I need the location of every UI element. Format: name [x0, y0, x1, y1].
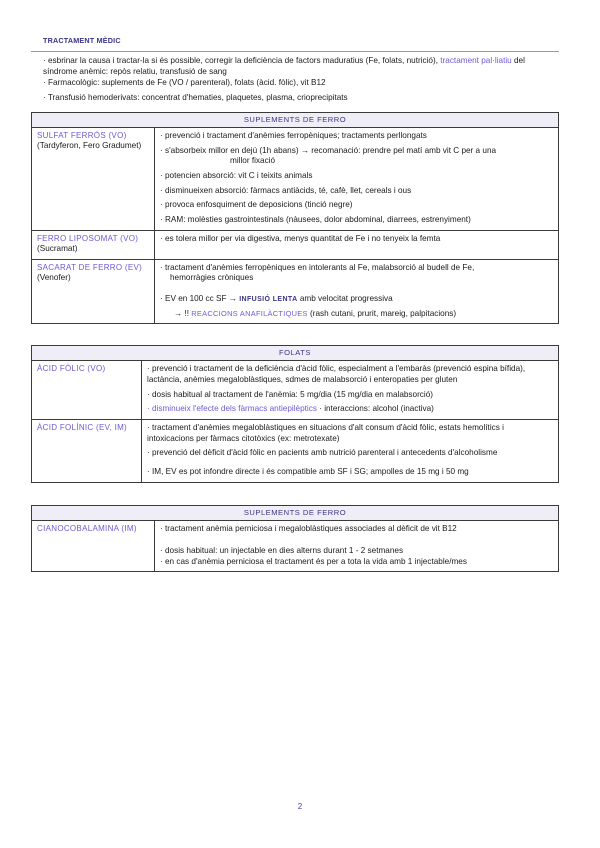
- infusion-note: · EV en 100 cc SF → INFUSIÓ LENTA amb velocitat progressiva: [160, 293, 393, 303]
- detail-item: hemorràgies cròniques: [170, 273, 254, 283]
- drug-details: [142, 419, 559, 482]
- detail-item: · dosis habitual: un injectable en dies alterns durant 1 - 2 setmanes: [160, 546, 404, 556]
- drug-name: SACARAT DE FERRO (EV): [37, 262, 143, 272]
- page-number: 2: [297, 802, 303, 811]
- detail-item: · es tolera millor per via digestiva, menys quantitat de Fe i no tenyeix la femta: [160, 233, 441, 243]
- drug-cell: [32, 230, 155, 259]
- drug-details: [155, 127, 559, 230]
- drug-details: [155, 520, 559, 572]
- table-header: SUPLEMENTS DE FERRO: [32, 505, 559, 520]
- detail-item: · tractament anèmia perniciosa i megaloblàstiques associades al dèficit de vit B12: [160, 523, 457, 533]
- table-row: [32, 127, 559, 230]
- document-page: [31, 36, 559, 572]
- detail-item: millor fixació: [230, 156, 276, 166]
- drug-cell: [32, 127, 155, 230]
- drug-name: ÀCID FOLÍNIC: [37, 422, 94, 432]
- intro-bullet-pharmacological: · Farmacològic: suplements de Fe (VO / parenteral), folats (àcid. fòlic), vit B12: [43, 77, 326, 87]
- detail-item: · provoca enfosquiment de deposicions (tinció negre): [160, 200, 353, 210]
- drug-name: CIANOCOBALAMINA (IM): [37, 523, 137, 533]
- table-row: [32, 520, 559, 572]
- detail-item: · prevenció i tractament d'anèmies ferropèniques; tractaments perllongats: [160, 130, 427, 140]
- drug-name: FERRO LIPOSOMAT (VO): [37, 233, 139, 243]
- detail-item: · en cas d'anèmia perniciosa el tractament és per a tota la vida amb 1 injectable/mes: [160, 556, 467, 566]
- reaction-warning: → !! REACCIONS ANAFILÀCTIQUES (rash cutani, prurit, mareig, palpitacions): [174, 308, 457, 318]
- antiepileptic-highlight: · disminueix l'efecte dels fàrmacs antiepilèptics: [147, 404, 317, 414]
- b12-table: [31, 505, 559, 573]
- table-header: FOLATS: [32, 346, 559, 361]
- detail-item: · prevenció del dèficit d'àcid fòlic en pacients amb nutrició parenteral i antecedents d'alcoholisme: [147, 448, 498, 458]
- drug-details: [155, 230, 559, 259]
- folates-table: [31, 345, 559, 482]
- detail-item: · RAM: molèsties gastrointestinals (nàusees, dolor abdominal, diarrees, estrenyiment): [160, 214, 471, 224]
- table-header: SUPLEMENTS DE FERRO: [32, 112, 559, 127]
- anaphylaxis-highlight: REACCIONS ANAFILÀCTIQUES: [191, 308, 308, 318]
- drug-details: [142, 361, 559, 420]
- slow-infusion-highlight: INFUSIÓ LENTA: [239, 295, 298, 303]
- drug-details: [155, 259, 559, 324]
- iron-supplements-table: [31, 112, 559, 324]
- detail-item: · disminueixen absorció: fàrmacs antiàcids, té, cafè, llet, cereals i ous: [160, 185, 412, 195]
- drug-brand: (Sucramat): [37, 243, 78, 253]
- intro-line-1: · esbrinar la causa i tractar-la si és possible, corregir la deficiència de factors maduratius (Fe, folats, nutrició), tractament pal·liatiu del síndrome anèmic: repòs relatiu, transfusió de sang: [43, 56, 525, 77]
- detail-item: · dosis habitual al tractament de l'anèmia: 5 mg/dia (15 mg/dia en malabsorció): [147, 389, 433, 399]
- table-row: [32, 361, 559, 420]
- drug-brand: (Tardyferon, Fero Gradumet): [37, 141, 142, 151]
- drug-name: ÀCID FÒLIC: [37, 364, 85, 374]
- drug-cell: [32, 361, 142, 420]
- drug-brand: (Venofer): [37, 273, 71, 283]
- detail-item: · tractament d'anèmies megaloblàstiques en situacions d'alt consum d'àcid fòlic, estats hemolítics i intoxicacions per fàrmacs citotòxics (ex: metrotexate): [147, 422, 504, 443]
- intro-block: [43, 56, 559, 104]
- drug-name: SULFAT FERRÓS (VO): [37, 130, 127, 140]
- detail-item: · disminueix l'efecte dels fàrmacs antiepilèptics · interaccions: alcohol (inactiva): [147, 404, 434, 414]
- intro-bullet-transfusion: · Transfusió hemoderivats: concentrat d'hematies, plaquetes, plasma, crioprecipitats: [43, 93, 348, 103]
- detail-item: · prevenció i tractament de la deficiència d'àcid fòlic, especialment a l'embaràs (prevenció espina bífida), lactància, anèmies megaloblàstiques, sdmes de malabsorció i enteropaties per gluten: [147, 364, 526, 384]
- drug-route: (VO): [84, 364, 106, 374]
- section-title: TRACTAMENT MÈDIC: [43, 36, 121, 45]
- detail-item: · tractament d'anèmies ferropèniques en intolerants al Fe, malabsorció al budell de Fe,: [160, 262, 475, 272]
- table-row: [32, 419, 559, 482]
- drug-cell: [32, 520, 155, 572]
- drug-cell: [32, 419, 142, 482]
- table-row: [32, 259, 559, 324]
- detail-item: · s'absorbeix millor en dejú (1h abans) → recomanació: prendre pel matí amb vit C per a una: [160, 145, 497, 155]
- detail-item: · IM, EV es pot infondre directe i és compatible amb SF i SG; ampolles de 15 mg i 50 mg: [147, 466, 469, 476]
- title-divider: [31, 51, 559, 52]
- detail-item: · potencien absorció: vit C i teixits animals: [160, 170, 313, 180]
- table-row: [32, 230, 559, 259]
- drug-route: (EV, IM): [93, 422, 128, 432]
- palliative-highlight: tractament pal·liatiu: [440, 56, 512, 66]
- drug-cell: [32, 259, 155, 324]
